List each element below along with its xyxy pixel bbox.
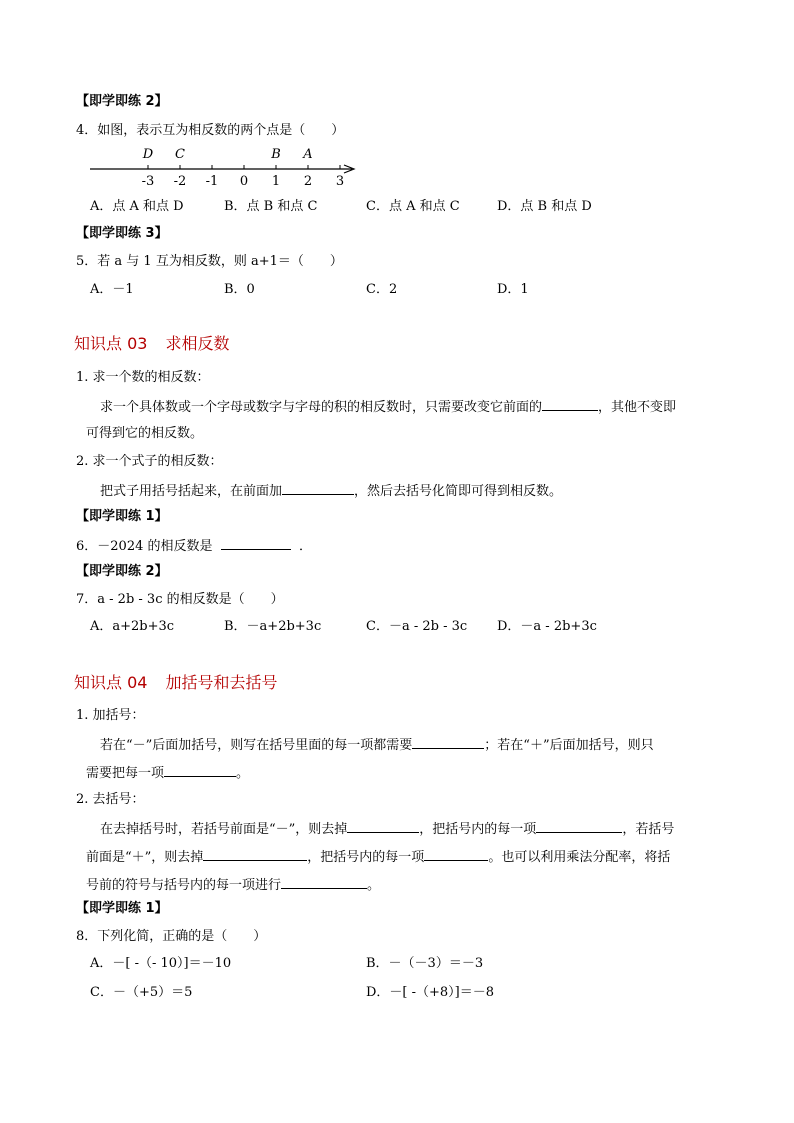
- question-7-stem: 7．a - 2b - 3c 的相反数是（ ）: [76, 592, 284, 607]
- number-line-figure: [86, 144, 366, 190]
- tick-label: 3: [335, 174, 345, 189]
- q8-option-c[interactable]: C．－（+5）＝5: [90, 985, 193, 1000]
- answer-blank[interactable]: [164, 763, 236, 777]
- q8-option-d[interactable]: D．－[ -（+8）]＝－8: [366, 985, 495, 1000]
- text-span: 若在“－”后面加括号，则写在括号里面的每一项都需要: [100, 738, 413, 753]
- section04-item2-text-cont: [86, 847, 670, 867]
- section-number: 知识点 04: [74, 673, 148, 692]
- section04-item1-text: [100, 735, 654, 755]
- tick-label: -1: [205, 174, 219, 189]
- point-label-c: C: [175, 147, 185, 162]
- text-span: ，若括号: [622, 822, 675, 837]
- text-span: 需要把每一项: [86, 766, 165, 781]
- question-8-stem: 8．下列化简，正确的是（ ）: [76, 929, 267, 944]
- text-span: ；若在“＋”后面加括号，则只: [484, 738, 654, 753]
- answer-blank[interactable]: [282, 481, 354, 495]
- tick-label: -3: [141, 174, 155, 189]
- q7-option-a[interactable]: A．a+2b+3c: [90, 619, 175, 634]
- q7-option-d[interactable]: D．－a - 2b+3c: [497, 619, 597, 634]
- text-span: ，其他不变即: [598, 400, 677, 415]
- text-span: 求一个具体数或一个字母或数字与字母的积的相反数时，只需要改变它前面的: [100, 400, 543, 415]
- tick-label: -2: [173, 174, 187, 189]
- section-heading: [74, 672, 277, 694]
- question-4-stem: 4．如图，表示互为相反数的两个点是（ ）: [76, 123, 345, 138]
- text-span: ，把括号内的每一项: [307, 850, 425, 865]
- drill-tag: 【即学即练 2】: [76, 94, 168, 109]
- drill-tag: 【即学即练 1】: [76, 509, 168, 524]
- answer-blank[interactable]: [281, 875, 367, 889]
- q4-option-a[interactable]: A．点 A 和点 D: [90, 199, 184, 214]
- drill-tag: 【即学即练 3】: [76, 226, 168, 241]
- section03-item1-text-cont: 可得到它的相反数。: [86, 426, 204, 441]
- point-label-a: A: [303, 147, 313, 162]
- q4-option-c[interactable]: C．点 A 和点 C: [366, 199, 460, 214]
- text-span: ．: [299, 539, 313, 554]
- point-label-d: D: [142, 147, 154, 162]
- point-label-b: B: [271, 147, 281, 162]
- question-5-stem: 5．若 a 与 1 互为相反数，则 a+1＝（ ）: [76, 254, 343, 269]
- tick-label: 1: [271, 174, 281, 189]
- answer-blank[interactable]: [536, 819, 622, 833]
- q7-option-b[interactable]: B．－a+2b+3c: [224, 619, 322, 634]
- text-span: 。也可以利用乘法分配率，将括: [488, 850, 671, 865]
- answer-blank[interactable]: [424, 847, 488, 861]
- q4-option-d[interactable]: D．点 B 和点 D: [497, 199, 592, 214]
- question-6-stem: 6．－2024 的相反数是: [76, 539, 213, 554]
- text-span: 。: [367, 878, 381, 893]
- q7-option-c[interactable]: C．－a - 2b - 3c: [366, 619, 468, 634]
- q5-option-d[interactable]: D．1: [497, 282, 529, 297]
- answer-blank[interactable]: [347, 819, 419, 833]
- answer-blank[interactable]: [221, 536, 291, 550]
- text-span: 。: [236, 766, 250, 781]
- section04-item2-text-cont2: [86, 875, 380, 895]
- text-span: ，然后去括号化简即可得到相反数。: [354, 484, 563, 499]
- tick-label: 0: [239, 174, 249, 189]
- answer-blank[interactable]: [542, 397, 598, 411]
- section03-item2-title: 2. 求一个式子的相反数：: [76, 454, 223, 469]
- q8-option-a[interactable]: A．－[ -（- 10）]＝－10: [90, 956, 232, 971]
- section03-item1-text: [100, 397, 676, 417]
- text-span: ，把括号内的每一项: [419, 822, 537, 837]
- q8-option-b[interactable]: B．－（－3）＝－3: [366, 956, 484, 971]
- q5-option-c[interactable]: C．2: [366, 282, 398, 297]
- section04-item2-text: [100, 819, 674, 839]
- q4-option-b[interactable]: B．点 B 和点 C: [224, 199, 318, 214]
- section04-item1-title: 1. 加括号：: [76, 708, 145, 723]
- section-heading: [74, 333, 229, 355]
- q5-option-b[interactable]: B．0: [224, 282, 255, 297]
- tick-label: 2: [303, 174, 313, 189]
- text-span: 前面是“＋”，则去掉: [86, 850, 204, 865]
- section03-item1-title: 1. 求一个数的相反数：: [76, 370, 210, 385]
- section04-item2-title: 2. 去括号：: [76, 792, 145, 807]
- text-span: 号前的符号与括号内的每一项进行: [86, 878, 282, 893]
- section-number: 知识点 03: [74, 334, 148, 353]
- q5-option-a[interactable]: A．－1: [90, 282, 134, 297]
- section04-item1-text-cont: [86, 763, 249, 783]
- section-title: 求相反数: [165, 334, 230, 353]
- section03-item2-text: [100, 481, 562, 501]
- answer-blank[interactable]: [203, 847, 307, 861]
- drill-tag: 【即学即练 2】: [76, 564, 168, 579]
- question-6: [76, 536, 312, 556]
- section-title: 加括号和去括号: [165, 673, 278, 692]
- text-span: 在去掉括号时，若括号前面是“－”，则去掉: [100, 822, 348, 837]
- answer-blank[interactable]: [412, 735, 484, 749]
- drill-tag: 【即学即练 1】: [76, 901, 168, 916]
- text-span: 把式子用括号括起来，在前面加: [100, 484, 283, 499]
